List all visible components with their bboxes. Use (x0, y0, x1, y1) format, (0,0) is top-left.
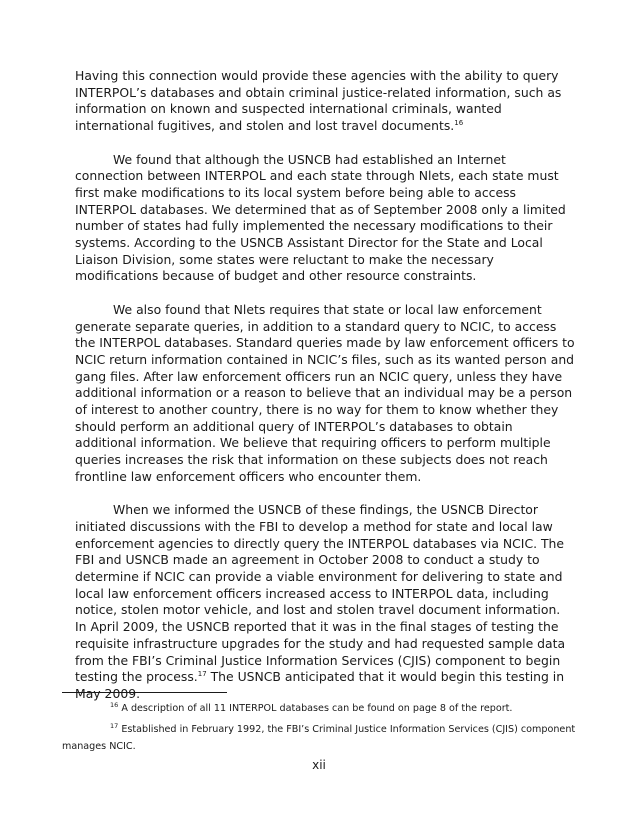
paragraph-state-modifications: We found that although the USNCB had established an Internet connection between INTERPOL and each state through Nlets, each state must first make modifications to its local system before being able to access INTERPOL databases. We determined that as of September 2008 only a limited number of states had fully implemented the necessary modifications to their systems. According to the USNCB Assistant Director for the State and Local Liaison Division, some states were reluctant to make the necessary modifications because of budget and other resource constraints. (75, 151, 566, 284)
footnote-number: 17 (110, 722, 119, 730)
paragraph-interpol-connection (75, 68, 575, 135)
paragraph-text: When we informed the USNCB of these findings, the USNCB Director initiated discussions with the FBI to develop a method for state and local law enforcement agencies to directly query the INTERPOL databases via NCIC. The FBI and USNCB made an agreement in October 2008 to conduct a study to determine if NCIC can provide a viable environment for delivering to state and local law enforcement officers increased access to INTERPOL data, including notice, stolen motor vehicle, and lost and stolen travel document information. In April 2009, the USNCB reported that it was in the final stages of testing the requisite infrastructure upgrades for the study and had requested sample data from the FBI’s Criminal Justice Information Services (CJIS) component to begin testing the process. (75, 502, 566, 685)
paragraph-text-continued: The USNCB anticipated that it would begin this testing in May 2009. (75, 669, 565, 701)
footnote-16 (62, 700, 577, 717)
footnote-number: 16 (110, 701, 119, 709)
footnotes (62, 700, 577, 759)
footnote-ref-17: 17 (197, 670, 207, 679)
footnote-text: Established in February 1992, the FBI’s Criminal Justice Information Services (CJIS) component manages NCIC. (62, 724, 576, 752)
footnote-17 (62, 721, 577, 755)
footnote-text: A description of all 11 INTERPOL databases can be found on page 8 of the report. (118, 703, 513, 714)
report-body (75, 68, 575, 719)
paragraph-separate-queries: We also found that Nlets requires that state or local law enforcement generate separate queries, in addition to a standard query to NCIC, to access the INTERPOL databases. Standard queries made by law enforcement officers to NCIC return information contained in NCIC’s files, such as its wanted person and gang files. After law enforcement officers run an NCIC query, unless they have additional information or a reason to believe that an individual may be a person of interest to another country, there is no way for them to know whether they should perform an additional query of INTERPOL’s databases to obtain additional information. We believe that requiring officers to perform multiple queries increases the risk that information on these subjects does not reach frontline law enforcement officers who encounter them. (75, 301, 575, 484)
page-number: xii (312, 758, 326, 772)
paragraph-text: Having this connection would provide these agencies with the ability to query INTERPOL’s databases and obtain criminal justice-related information, such as information on known and suspected international criminals, wanted international fugitives, and stolen and lost travel documents. (75, 68, 562, 134)
paragraph-usncb-fbi-agreement (75, 502, 575, 702)
footnote-separator (62, 692, 227, 693)
footnote-ref-16: 16 (454, 119, 464, 128)
